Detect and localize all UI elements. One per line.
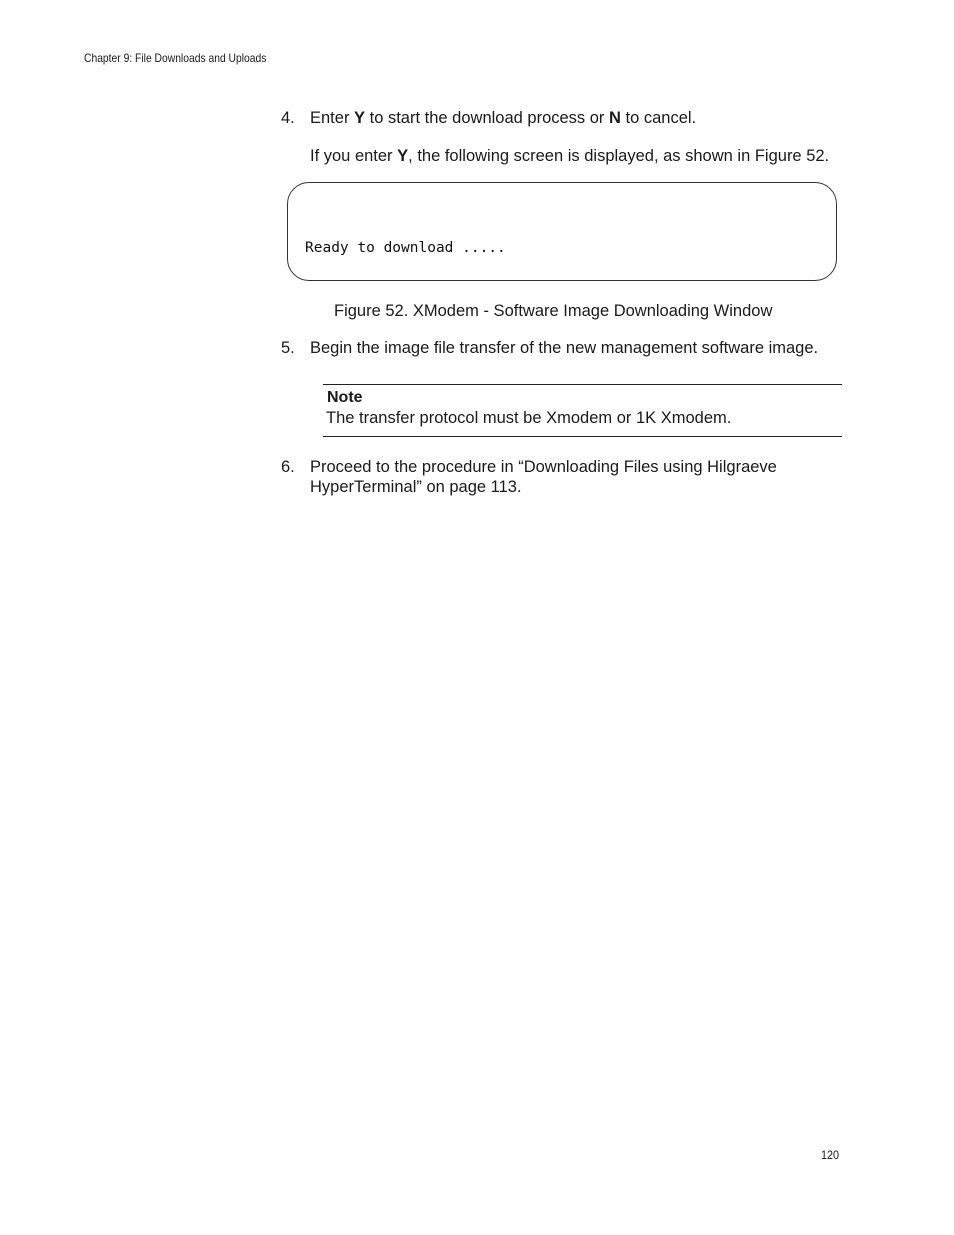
note-body: The transfer protocol must be Xmodem or 1K Xmodem. [326,409,732,427]
key-y: Y [354,109,366,127]
terminal-output: Ready to download ..... [305,240,506,256]
note-title: Note [327,389,363,406]
figure-caption: Figure 52. XModem - Software Image Downloading Window [334,302,773,320]
step-text-segment: to start the download process or [365,109,610,127]
terminal-screen [287,182,837,281]
step-number: 6. [281,458,295,476]
step-text-line: HyperTerminal” on page 113. [310,478,522,496]
key-n: N [609,109,621,127]
page-number: 120 [821,1148,840,1162]
step-text-segment: Enter [310,109,355,127]
running-header: Chapter 9: File Downloads and Uploads [84,51,267,65]
step-text-line: Proceed to the procedure in “Downloading Files using Hilgraeve [310,458,777,476]
step-4-paragraph [310,146,829,166]
key-y: Y [397,147,409,165]
paragraph-segment: , the following screen is displayed, as shown in Figure 52. [408,147,830,165]
note-box [323,384,842,437]
step-text: Begin the image file transfer of the new management software image. [310,339,819,357]
step-text [310,457,777,497]
step-text-segment: to cancel. [620,109,697,127]
step-number: 4. [281,109,295,127]
step-text [310,108,696,128]
step-number: 5. [281,339,295,357]
paragraph-segment: If you enter [310,147,398,165]
